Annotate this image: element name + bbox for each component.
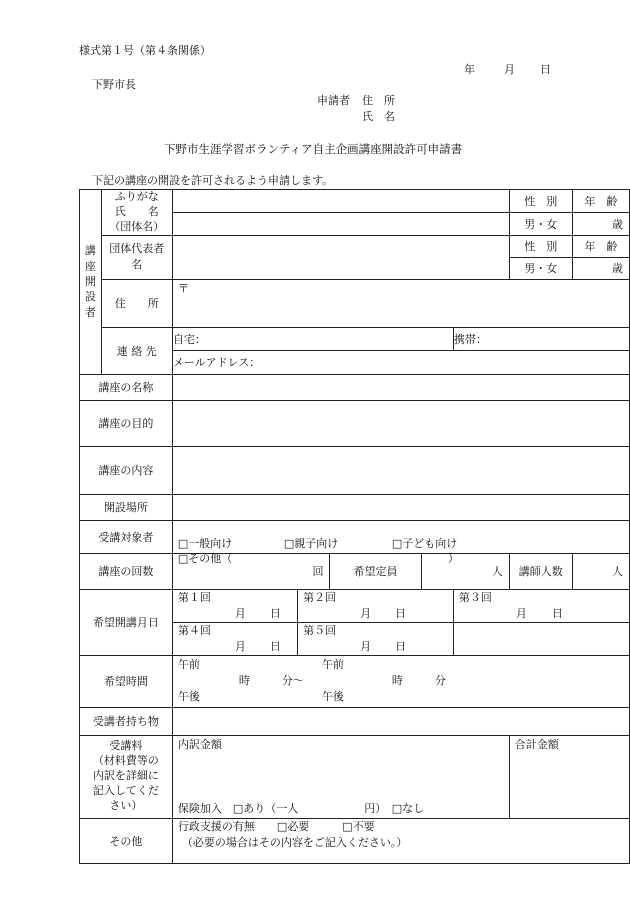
- rep-age-field[interactable]: [572, 257, 629, 279]
- end-hour-label: 時: [391, 673, 403, 687]
- rep-gender-header: 性 別: [509, 235, 572, 257]
- instructor-count-field[interactable]: [572, 553, 629, 589]
- end-minute-label: 分: [434, 673, 446, 687]
- course-name-field[interactable]: [172, 374, 629, 400]
- other-label: その他: [80, 818, 173, 863]
- home-phone-field[interactable]: [172, 327, 453, 350]
- organizer-group-label: 講 座 開 設 者: [84, 244, 96, 319]
- start-hour-label: 時: [238, 673, 250, 687]
- time-field[interactable]: [172, 655, 629, 707]
- rep-age-header: 年 齢: [572, 235, 629, 257]
- org-name-label: （団体名）: [109, 219, 165, 233]
- session-5-day: 日: [395, 639, 407, 653]
- course-purpose-label: 講座の目的: [80, 400, 173, 446]
- fee-label-line1: 受講料: [109, 739, 143, 753]
- furigana-field[interactable]: [172, 190, 509, 213]
- document-title: 下野市生涯学習ボランティア自主企画講座開設許可申請書: [164, 142, 463, 156]
- fee-label-line3: 内訳を詳細に: [92, 769, 159, 783]
- representative-label-cell: [101, 235, 172, 279]
- applicant-label: 申請者: [317, 94, 350, 107]
- target-audience-field: [172, 520, 629, 565]
- furigana-label: ふりがな: [114, 190, 159, 203]
- target-parent-checkbox[interactable]: □親子向け: [283, 536, 339, 550]
- mobile-phone-field[interactable]: [453, 327, 629, 350]
- session-3-field[interactable]: [453, 589, 629, 622]
- fee-breakdown-label: 内訳金額: [177, 737, 222, 751]
- contact-label: 連 絡 先: [101, 327, 172, 374]
- session-2-field[interactable]: [298, 589, 454, 622]
- fee-label-line2: （材料費等の: [92, 754, 159, 768]
- belongings-label: 受講者持ち物: [80, 707, 173, 735]
- fee-breakdown-field[interactable]: [172, 735, 509, 818]
- session-4-month: 月: [234, 639, 246, 653]
- organizer-group-cell: [80, 190, 102, 375]
- name-label: 氏 名: [114, 204, 159, 218]
- time-label: 希望時間: [80, 655, 173, 707]
- target-audience-label: 受講対象者: [80, 520, 173, 553]
- age-unit: 歳: [612, 217, 623, 231]
- capacity-label: 希望定員: [330, 553, 421, 589]
- session-1-day: 日: [269, 606, 281, 620]
- address-field[interactable]: [172, 279, 629, 327]
- fee-label-cell: [80, 735, 173, 818]
- email-label: メールアドレス：: [172, 356, 261, 370]
- session-2-day: 日: [395, 606, 407, 620]
- target-other-close: ）: [447, 551, 459, 565]
- session-1-label: 第１回: [177, 590, 211, 604]
- session-1-field[interactable]: [172, 589, 297, 622]
- rep-gender-options[interactable]: 男・女: [509, 257, 572, 279]
- course-count-label: 講座の回数: [80, 553, 173, 589]
- insurance-options[interactable]: 保険加入 □あり（一人 円） □なし: [177, 801, 425, 815]
- date-month-label: 月: [504, 63, 515, 76]
- application-form-table: [79, 189, 630, 864]
- gender-options[interactable]: 男・女: [509, 212, 572, 235]
- session-empty-field: [453, 622, 629, 655]
- fee-total-label: 合計金額: [514, 737, 559, 751]
- form-number: 様式第１号（第４条関係）: [79, 44, 211, 57]
- course-count-field[interactable]: [172, 553, 330, 589]
- capacity-field[interactable]: [421, 553, 509, 589]
- gender-header: 性 別: [509, 190, 572, 213]
- start-pm-label: 午後: [177, 689, 200, 703]
- session-3-month: 月: [515, 606, 527, 620]
- address-label: 住 所: [101, 279, 172, 327]
- postal-mark: 〒: [177, 281, 189, 295]
- home-phone-label: 自宅：: [172, 332, 206, 346]
- session-5-month: 月: [360, 639, 372, 653]
- belongings-field[interactable]: [172, 707, 629, 735]
- session-3-day: 日: [551, 606, 563, 620]
- rep-age-unit: 歳: [612, 262, 623, 276]
- intro-text: 下記の講座の開設を許可されるよう申請します。: [92, 174, 334, 187]
- session-4-label: 第４回: [177, 623, 211, 637]
- session-1-month: 月: [234, 606, 246, 620]
- course-name-label: 講座の名称: [80, 374, 173, 400]
- fee-total-field[interactable]: [509, 735, 629, 818]
- instructor-count-label: 講師人数: [509, 553, 572, 589]
- representative-label-line2: 名: [131, 258, 143, 272]
- start-am-label: 午前: [177, 657, 200, 671]
- target-general-checkbox[interactable]: □一般向け: [177, 536, 233, 550]
- date-year-label: 年: [464, 63, 475, 76]
- venue-label: 開設場所: [80, 494, 173, 520]
- end-am-label: 午前: [321, 657, 344, 671]
- venue-field[interactable]: [172, 494, 629, 520]
- fee-label-line4: 記入してくだ: [92, 783, 159, 797]
- mobile-phone-label: 携帯：: [453, 332, 487, 346]
- session-5-label: 第５回: [303, 623, 337, 637]
- email-field[interactable]: [172, 350, 629, 374]
- admin-support-note: （必要の場合はその内容をご記入ください。）: [181, 835, 408, 849]
- representative-name-field[interactable]: [172, 235, 509, 279]
- age-field[interactable]: [572, 212, 629, 235]
- name-label-cell: [101, 190, 172, 236]
- capacity-unit: 人: [491, 565, 503, 579]
- schedule-label: 希望開講月日: [80, 589, 173, 655]
- applicant-address-label: 住 所: [362, 94, 395, 107]
- start-minute-label: 分～: [281, 673, 304, 687]
- fee-label-line5: さい）: [109, 798, 143, 812]
- course-purpose-field[interactable]: [172, 400, 629, 446]
- session-3-label: 第３回: [458, 590, 492, 604]
- representative-label-line1: 団体代表者: [109, 242, 165, 256]
- addressee: 下野市長: [92, 78, 136, 91]
- course-count-unit: 回: [312, 565, 324, 579]
- instructor-count-unit: 人: [612, 565, 623, 579]
- session-4-day: 日: [269, 639, 281, 653]
- target-child-checkbox[interactable]: □子ども向け: [391, 536, 458, 550]
- session-5-field[interactable]: [298, 622, 454, 655]
- course-content-field[interactable]: [172, 446, 629, 494]
- end-pm-label: 午後: [321, 689, 344, 703]
- session-4-field[interactable]: [172, 622, 297, 655]
- date-day-label: 日: [540, 63, 551, 76]
- session-2-month: 月: [360, 606, 372, 620]
- admin-support-options[interactable]: 行政支援の有無 □必要 □不要: [177, 819, 375, 833]
- session-2-label: 第２回: [303, 590, 337, 604]
- applicant-name-label: 氏 名: [362, 110, 395, 123]
- name-field[interactable]: [172, 212, 509, 235]
- course-content-label: 講座の内容: [80, 446, 173, 494]
- target-other-checkbox[interactable]: □その他（: [177, 551, 233, 565]
- age-header: 年 齢: [572, 190, 629, 213]
- other-field[interactable]: [172, 818, 629, 863]
